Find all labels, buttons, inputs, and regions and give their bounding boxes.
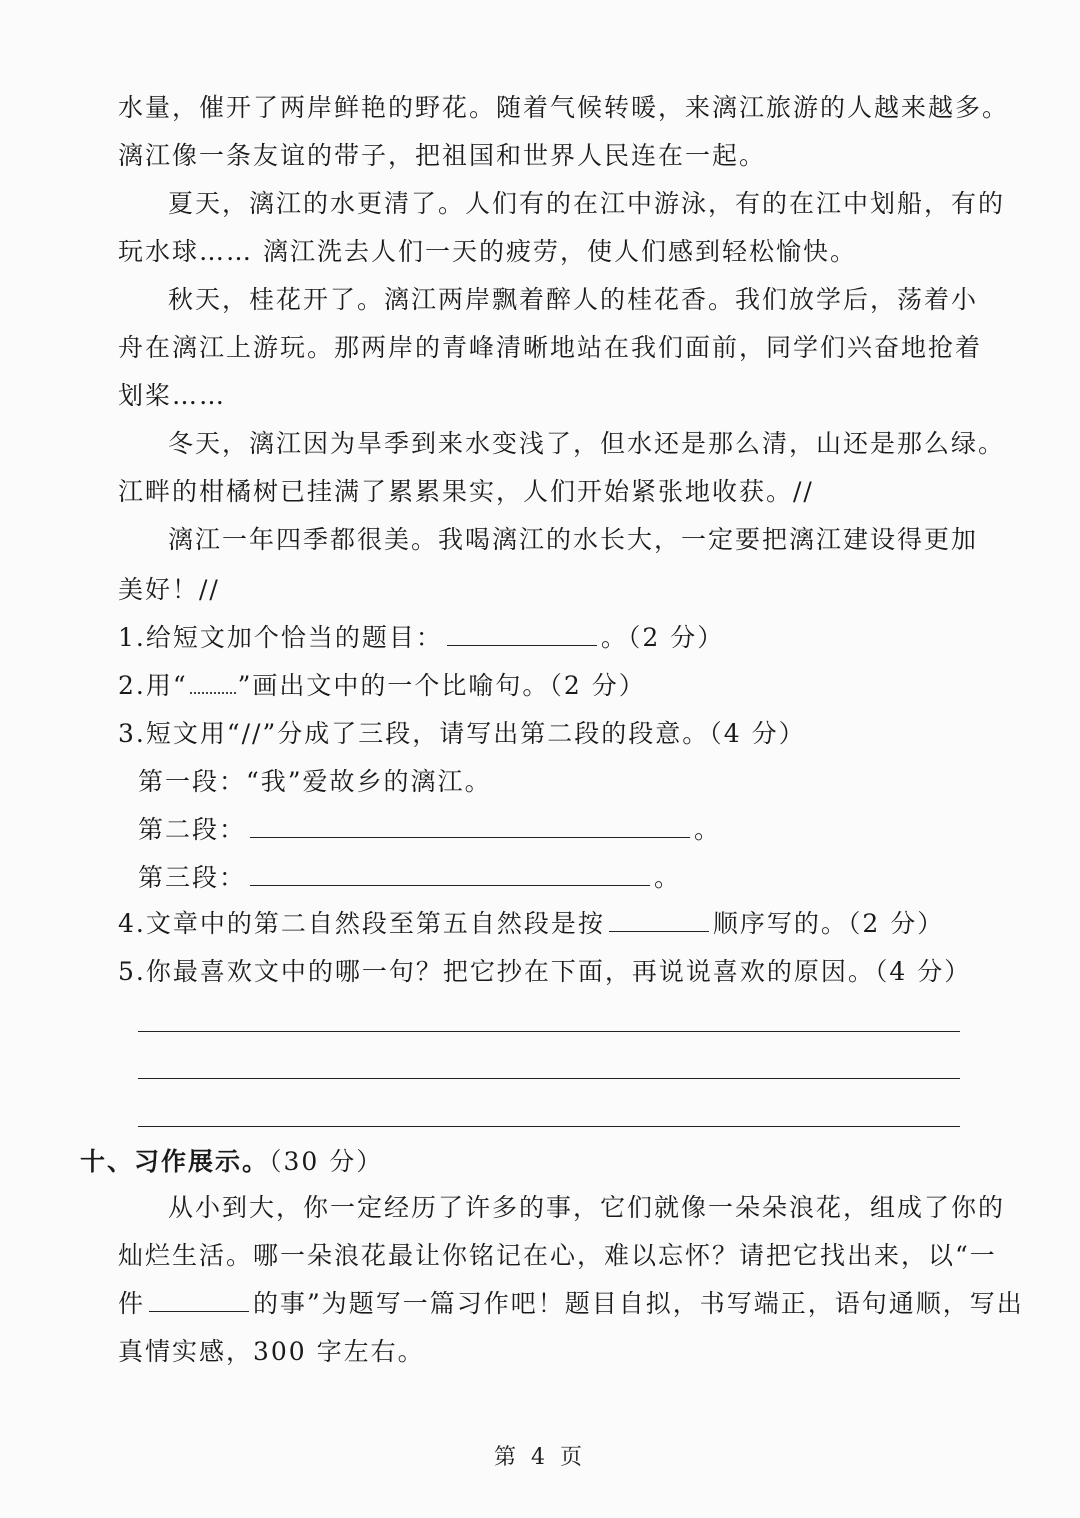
question-2-text: 2.用“ — [118, 671, 188, 700]
question-4 — [118, 904, 944, 944]
prompt-line: 从小到大，你一定经历了许多的事，它们就像一朵朵浪花，组成了你的 — [168, 1193, 1006, 1222]
question-1-text: 1.给短文加个恰当的题目： — [118, 623, 443, 652]
question-1 — [118, 618, 724, 658]
question-5: 5.你最喜欢文中的哪一句？把它抄在下面，再说说喜欢的原因。（4 分） — [118, 957, 972, 986]
wavy-line-icon — [190, 672, 236, 694]
section-3-label: 第三段： — [138, 863, 247, 892]
answer-blank[interactable] — [609, 905, 709, 932]
question-2 — [118, 666, 646, 706]
question-2-text-end: ”画出文中的一个比喻句。（2 分） — [237, 671, 646, 700]
passage-line: 夏天，漓江的水更清了。人们有的在江中游泳，有的在江中划船，有的 — [168, 189, 1006, 218]
question-3-section-3 — [138, 858, 681, 898]
passage-line: 漓江一年四季都很美。我喝漓江的水长大，一定要把漓江建设得更加 — [168, 525, 979, 554]
answer-blank[interactable] — [149, 1285, 249, 1312]
passage-line: 漓江像一条友谊的带子，把祖国和世界人民连在一起。 — [118, 141, 767, 170]
section-3-end: 。 — [654, 863, 682, 892]
prompt-line: 灿烂生活。哪一朵浪花最让你铭记在心，难以忘怀？请把它找出来，以“一 — [118, 1241, 997, 1270]
passage-line: 水量，催开了两岸鲜艳的野花。随着气候转暖，来漓江旅游的人越来越多。 — [118, 93, 1010, 122]
answer-blank[interactable] — [250, 811, 690, 838]
prompt-line: 真情实感，300 字左右。 — [118, 1337, 425, 1366]
passage-line: 秋天，桂花开了。漓江两岸飘着醉人的桂花香。我们放学后，荡着小 — [168, 285, 979, 314]
section-2-label: 第二段： — [138, 815, 247, 844]
passage-line: 玩水球…… 漓江洗去人们一天的疲劳，使人们感到轻松愉快。 — [118, 237, 857, 266]
section-10-heading: 十、习作展示。 — [80, 1147, 270, 1176]
section-2-end: 。 — [694, 815, 722, 844]
question-3: 3.短文用“//”分成了三段，请写出第二段的段意。（4 分） — [118, 719, 806, 748]
section-10-score: （30 分） — [269, 1147, 384, 1176]
question-3-section-2 — [138, 810, 721, 850]
section-10-title — [80, 1142, 383, 1182]
prompt-text: 件 — [118, 1289, 146, 1318]
question-4-text: 4.文章中的第二自然段至第五自然段是按 — [118, 909, 605, 938]
page-number: 第 4 页 — [494, 1445, 586, 1470]
answer-line[interactable] — [138, 1031, 960, 1032]
passage-line: 划桨…… — [118, 381, 227, 410]
passage-line: 冬天，漓江因为旱季到来水变浅了，但水还是那么清，山还是那么绿。 — [168, 429, 1006, 458]
question-3-section-1: 第一段：“我”爱故乡的漓江。 — [138, 767, 492, 796]
passage-line: 舟在漓江上游玩。那两岸的青峰清晰地站在我们面前，同学们兴奋地抢着 — [118, 333, 983, 362]
answer-line[interactable] — [138, 1126, 960, 1127]
question-1-score: 。（2 分） — [600, 623, 725, 652]
answer-blank[interactable] — [250, 859, 650, 886]
prompt-text: 的事”为题写一篇习作吧！题目自拟，书写端正，语句通顺，写出 — [253, 1289, 1024, 1318]
passage-line: 江畔的柑橘树已挂满了累累果实，人们开始紧张地收获。// — [118, 477, 814, 506]
answer-blank[interactable] — [447, 619, 597, 646]
prompt-line — [118, 1284, 1024, 1324]
question-4-text-end: 顺序写的。（2 分） — [712, 909, 945, 938]
answer-line[interactable] — [138, 1078, 960, 1079]
passage-line: 美好！// — [118, 575, 220, 604]
